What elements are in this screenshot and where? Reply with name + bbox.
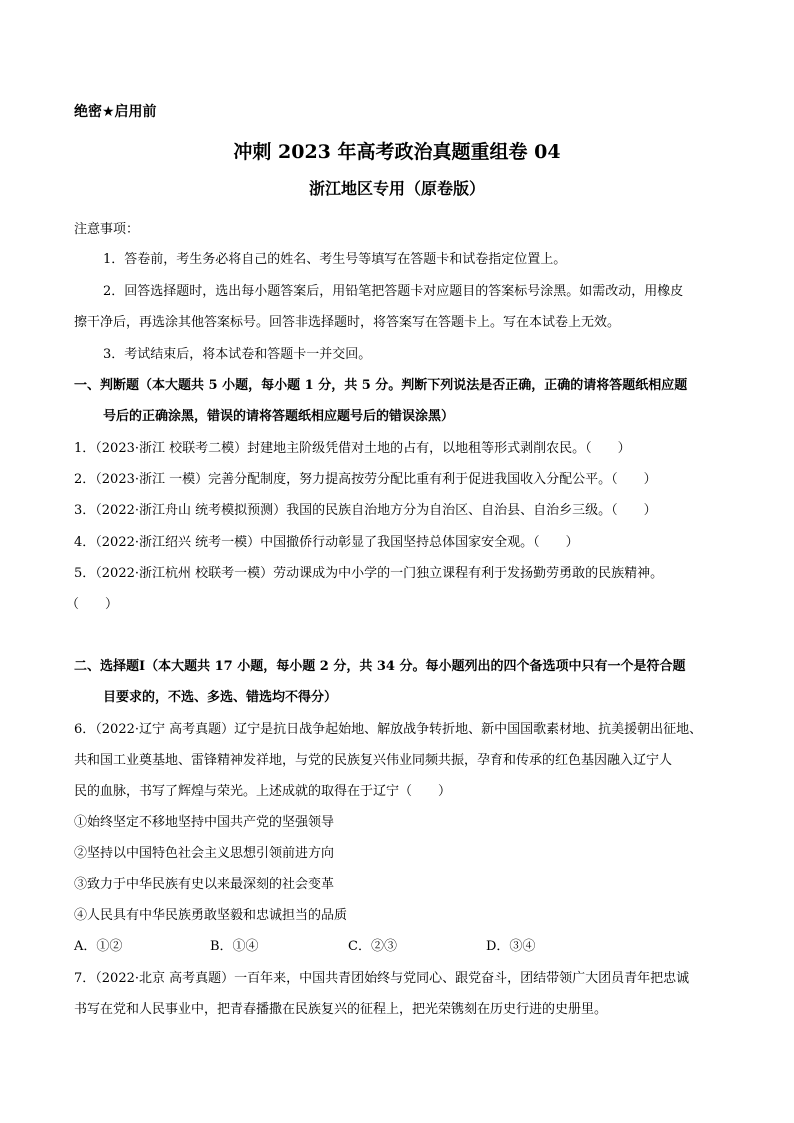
page-title: 冲刺 2023 年高考政治真题重组卷 04 <box>233 141 561 163</box>
notice-heading: 注意事项： <box>74 222 140 237</box>
question-6-statement-2: ②坚持以中国特色社会主义思想引领前进方向 <box>74 846 335 861</box>
question-4: 4．（2022·浙江绍兴 统考一模）中国撤侨行动彰显了我国坚持总体国家安全观。（ ） <box>74 535 579 550</box>
confidential-label: 绝密★启用前 <box>74 104 157 120</box>
question-5-bracket: （ ） <box>66 597 119 612</box>
question-3: 3．（2022·浙江舟山 统考模拟预测）我国的民族自治地方分为自治区、自治县、自治乡三级。（ ） <box>74 503 657 518</box>
notice-item-1: 1．答卷前，考生务必将自己的姓名、考生号等填写在答题卡和试卷指定位置上。 <box>103 252 567 267</box>
question-6-option-a: A．①② <box>74 939 123 954</box>
notice-item-2-cont: 擦干净后，再选涂其他答案标号。回答非选择题时，将答案写在答题卡上。写在本试卷上无效。 <box>74 315 621 330</box>
question-6-stem-3: 民的血脉，书写了辉煌与荣光。上述成就的取得在于辽宁（ ） <box>74 784 452 799</box>
section1-heading: 一、判断题（本大题共 5 小题，每小题 1 分，共 5 分。判断下列说法是否正确，正确的请将答题纸相应题 <box>74 378 688 393</box>
question-5: 5．（2022·浙江杭州 校联考一模）劳动课成为中小学的一门独立课程有利于发扬勤劳勇敢的民族精神。 <box>74 566 664 581</box>
page-subtitle: 浙江地区专用（原卷版） <box>308 179 485 198</box>
question-7-stem-1: 7．（2022·北京 高考真题）一百年来，中国共青团始终与党同心、跟党奋斗，团结带领广大团员青年把忠诚 <box>74 971 690 986</box>
section2-heading-cont: 目要求的，不选、多选、错选均不得分） <box>103 690 338 705</box>
question-6-option-c: C．②③ <box>348 939 397 954</box>
section1-heading-cont: 号后的正确涂黑，错误的请将答题纸相应题号后的错误涂黑） <box>103 409 455 424</box>
question-6-statement-1: ①始终坚定不移地坚持中国共产党的坚强领导 <box>74 815 335 830</box>
question-6-statement-4: ④人民具有中华民族勇敢坚毅和忠诚担当的品质 <box>74 908 348 923</box>
question-7-stem-2: 书写在党和人民事业中，把青春播撒在民族复兴的征程上，把光荣镌刻在历史行进的史册里。 <box>74 1002 608 1017</box>
notice-item-3: 3．考试结束后，将本试卷和答题卡一并交回。 <box>103 347 372 362</box>
question-6-stem-2: 共和国工业奠基地、雷锋精神发祥地，与党的民族复兴伟业同频共振，孕育和传承的红色基因融入辽宁人 <box>74 753 673 768</box>
question-1: 1．（2023·浙江 校联考二模）封建地主阶级凭借对土地的占有，以地租等形式剥削农民。（ ） <box>74 441 631 456</box>
question-6-option-d: D．③④ <box>486 939 536 954</box>
notice-item-2: 2．回答选择题时，选出每小题答案后，用铅笔把答题卡对应题目的答案标号涂黑。如需改动，用橡皮 <box>103 284 684 299</box>
question-6-stem-1: 6．（2022·辽宁 高考真题）辽宁是抗日战争起始地、解放战争转折地、新中国国歌素材地、抗美援朝出征地、 <box>74 722 703 737</box>
section2-heading: 二、选择题Ⅰ（本大题共 17 小题，每小题 2 分，共 34 分。每小题列出的四个备选项中只有一个是符合题 <box>74 659 686 674</box>
question-2: 2．（2023·浙江 一模）完善分配制度，努力提高按劳分配比重有利于促进我国收入分配公平。（ ） <box>74 472 657 487</box>
question-6-statement-3: ③致力于中华民族有史以来最深刻的社会变革 <box>74 877 335 892</box>
question-6-option-b: B．①④ <box>210 939 259 954</box>
